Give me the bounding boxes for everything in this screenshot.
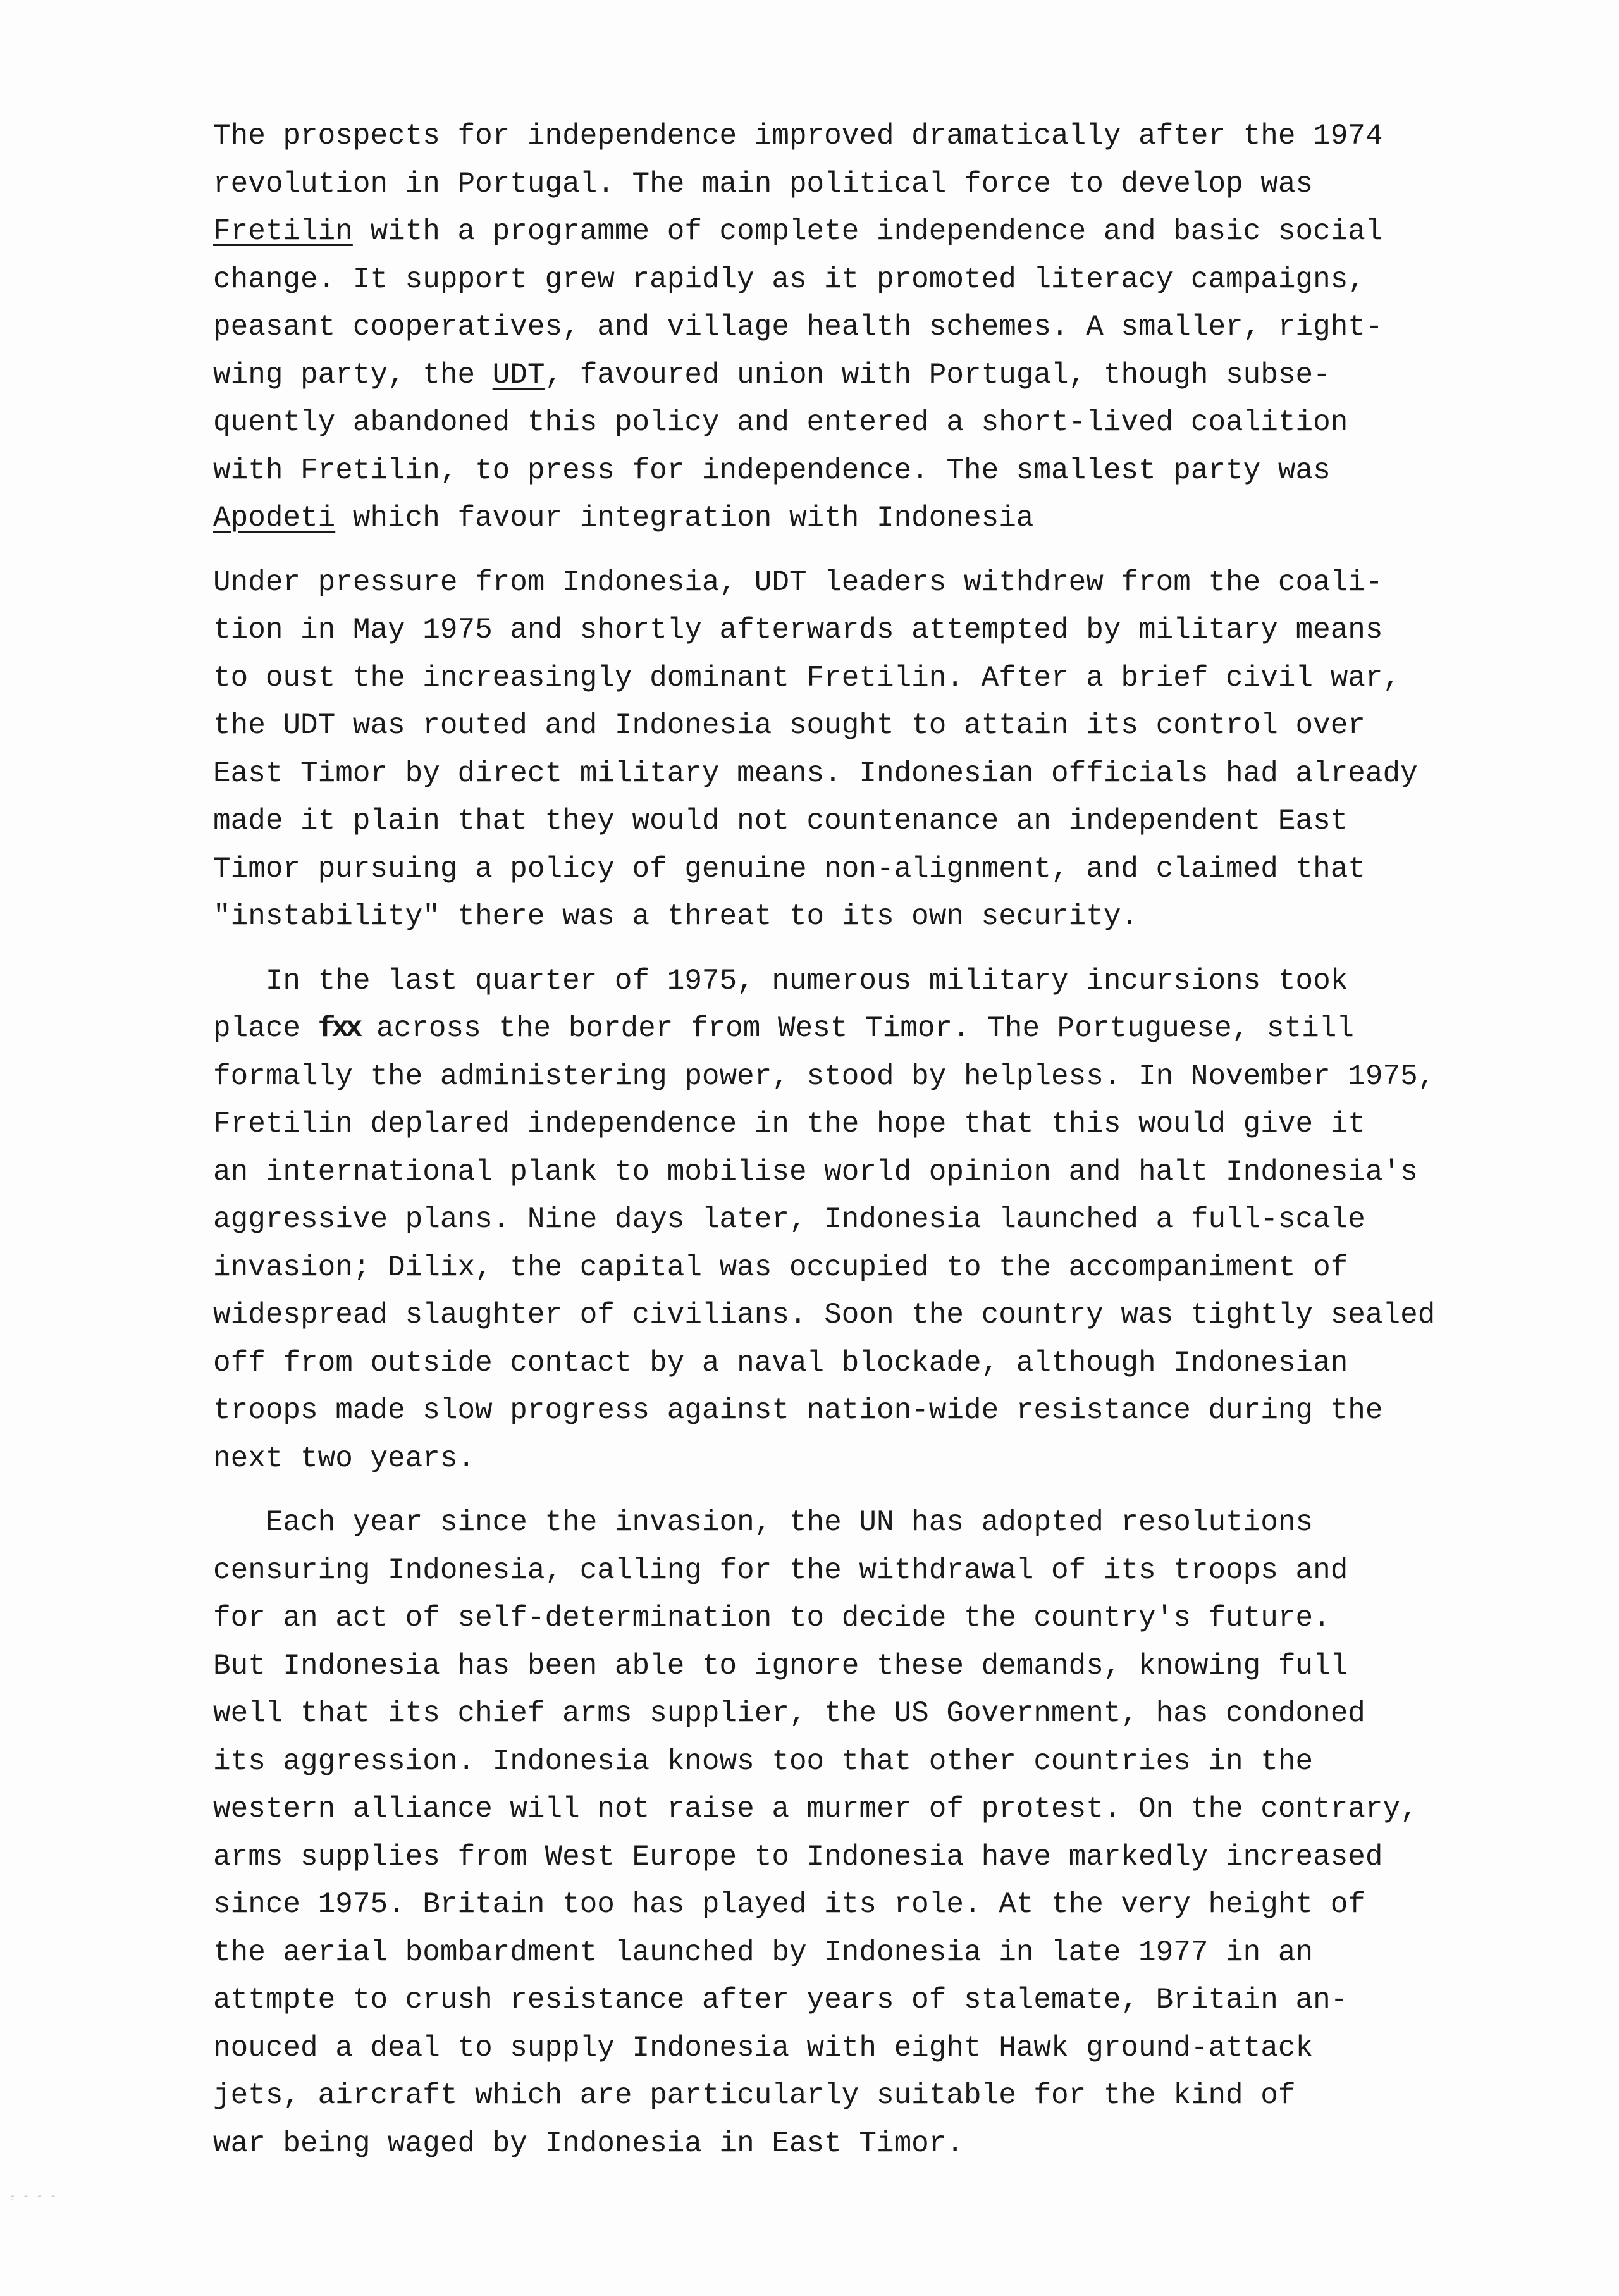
text-fragment: wing party, the bbox=[213, 358, 493, 392]
text-line bbox=[213, 495, 1567, 543]
underlined-fretilin: Fretilin bbox=[213, 215, 353, 248]
text-line: revolution in Portugal. The main political force to develop was bbox=[213, 167, 1314, 201]
text-line: since 1975. Britain too has played its role. At the very height of bbox=[213, 1888, 1365, 1921]
text-line: its aggression. Indonesia knows too that other countries in the bbox=[213, 1744, 1314, 1778]
text-line: Fretilin deplared independence in the hope that this would give it bbox=[213, 1108, 1365, 1140]
text-line: In the last quarter of 1975, numerous military incursions took bbox=[213, 964, 1348, 997]
text-line: peasant cooperatives, and village health schemes. A smaller, right- bbox=[213, 311, 1383, 343]
text-fragment: , favoured union with Portugal, though subse- bbox=[545, 358, 1331, 392]
paragraph-un-resolutions bbox=[213, 1499, 1567, 2168]
text-line: for an act of self-determination to decide the country's future. bbox=[213, 1602, 1331, 1634]
text-line: war being waged by Indonesia in East Timor. bbox=[213, 2126, 964, 2160]
underlined-apodeti: Apodeti bbox=[213, 502, 336, 534]
text-line: arms supplies from West Europe to Indonesia have markedly increased bbox=[213, 1840, 1383, 1873]
text-line: But Indonesia has been able to ignore these demands, knowing full bbox=[213, 1649, 1348, 1682]
text-line: The prospects for independence improved dramatically after the 1974 bbox=[213, 120, 1383, 152]
text-line: East Timor by direct military means. Indonesian officials had already bbox=[213, 756, 1418, 790]
underlined-udt: UDT bbox=[492, 358, 545, 392]
text-line: "instability" there was a threat to its own security. bbox=[213, 900, 1139, 933]
struck-out-typing: fxx bbox=[317, 1012, 359, 1045]
text-line: off from outside contact by a naval blockade, although Indonesian bbox=[213, 1346, 1348, 1379]
text-line: to oust the increasingly dominant Fretilin. After a brief civil war, bbox=[213, 661, 1401, 694]
margin-mark: - - - - - bbox=[9, 2190, 57, 2207]
text-line: jets, aircraft which are particularly suitable for the kind of bbox=[213, 2079, 1296, 2112]
document-body bbox=[213, 113, 1567, 2168]
text-line: aggressive plans. Nine days later, Indonesia launched a full-scale bbox=[213, 1203, 1365, 1236]
text-line: western alliance will not raise a murmer of protest. On the contrary, bbox=[213, 1793, 1418, 1825]
text-line: with Fretilin, to press for independence. The smallest party was bbox=[213, 454, 1331, 487]
text-line: made it plain that they would not countenance an independent East bbox=[213, 805, 1348, 837]
text-fragment: across the border from West Timor. The Portuguese, still bbox=[359, 1012, 1354, 1045]
text-line: tion in May 1975 and shortly afterwards attempted by military means bbox=[213, 614, 1383, 646]
text-line: well that its chief arms supplier, the US Government, has condoned bbox=[213, 1697, 1365, 1730]
text-line: invasion; Dilix, the capital was occupied to the accompaniment of bbox=[213, 1250, 1348, 1284]
text-line: troops made slow progress against nation-wide resistance during the bbox=[213, 1394, 1383, 1427]
text-line: attmpte to crush resistance after years of stalemate, Britain an- bbox=[213, 1984, 1348, 2016]
text-line: an international plank to mobilise world opinion and halt Indonesia's bbox=[213, 1155, 1418, 1188]
text-line: Timor pursuing a policy of genuine non-alignment, and claimed that bbox=[213, 852, 1365, 886]
text-fragment: with a programme of complete independence and basic social bbox=[352, 215, 1383, 248]
text-line bbox=[213, 352, 1567, 400]
paragraph-gap bbox=[213, 941, 1567, 958]
text-line bbox=[213, 208, 1567, 256]
text-line: the aerial bombardment launched by Indonesia in late 1977 in an bbox=[213, 1935, 1314, 1969]
text-line: next two years. bbox=[213, 1441, 476, 1475]
text-line: formally the administering power, stood by helpless. In November 1975, bbox=[213, 1059, 1436, 1093]
paragraph-udt-withdrawal bbox=[213, 559, 1567, 941]
text-fragment: place bbox=[213, 1012, 318, 1045]
text-line: nouced a deal to supply Indonesia with eight Hawk ground-attack bbox=[213, 2031, 1314, 2065]
paragraph-gap bbox=[213, 1483, 1567, 1499]
text-fragment: which favour integration with Indonesia bbox=[335, 502, 1034, 534]
text-line: the UDT was routed and Indonesia sought to attain its control over bbox=[213, 709, 1365, 742]
text-line: change. It support grew rapidly as it promoted literacy campaigns, bbox=[213, 262, 1365, 296]
text-line: Each year since the invasion, the UN has adopted resolutions bbox=[213, 1506, 1314, 1539]
text-line: Under pressure from Indonesia, UDT leaders withdrew from the coali- bbox=[213, 565, 1383, 599]
text-line: widespread slaughter of civilians. Soon the country was tightly sealed bbox=[213, 1299, 1436, 1331]
text-line: censuring Indonesia, calling for the withdrawal of its troops and bbox=[213, 1553, 1348, 1587]
text-line bbox=[213, 1005, 1567, 1053]
text-line: quently abandoned this policy and entered a short-lived coalition bbox=[213, 406, 1348, 439]
paragraph-independence-prospects bbox=[213, 113, 1567, 543]
paragraph-invasion bbox=[213, 958, 1567, 1483]
paragraph-gap bbox=[213, 543, 1567, 559]
